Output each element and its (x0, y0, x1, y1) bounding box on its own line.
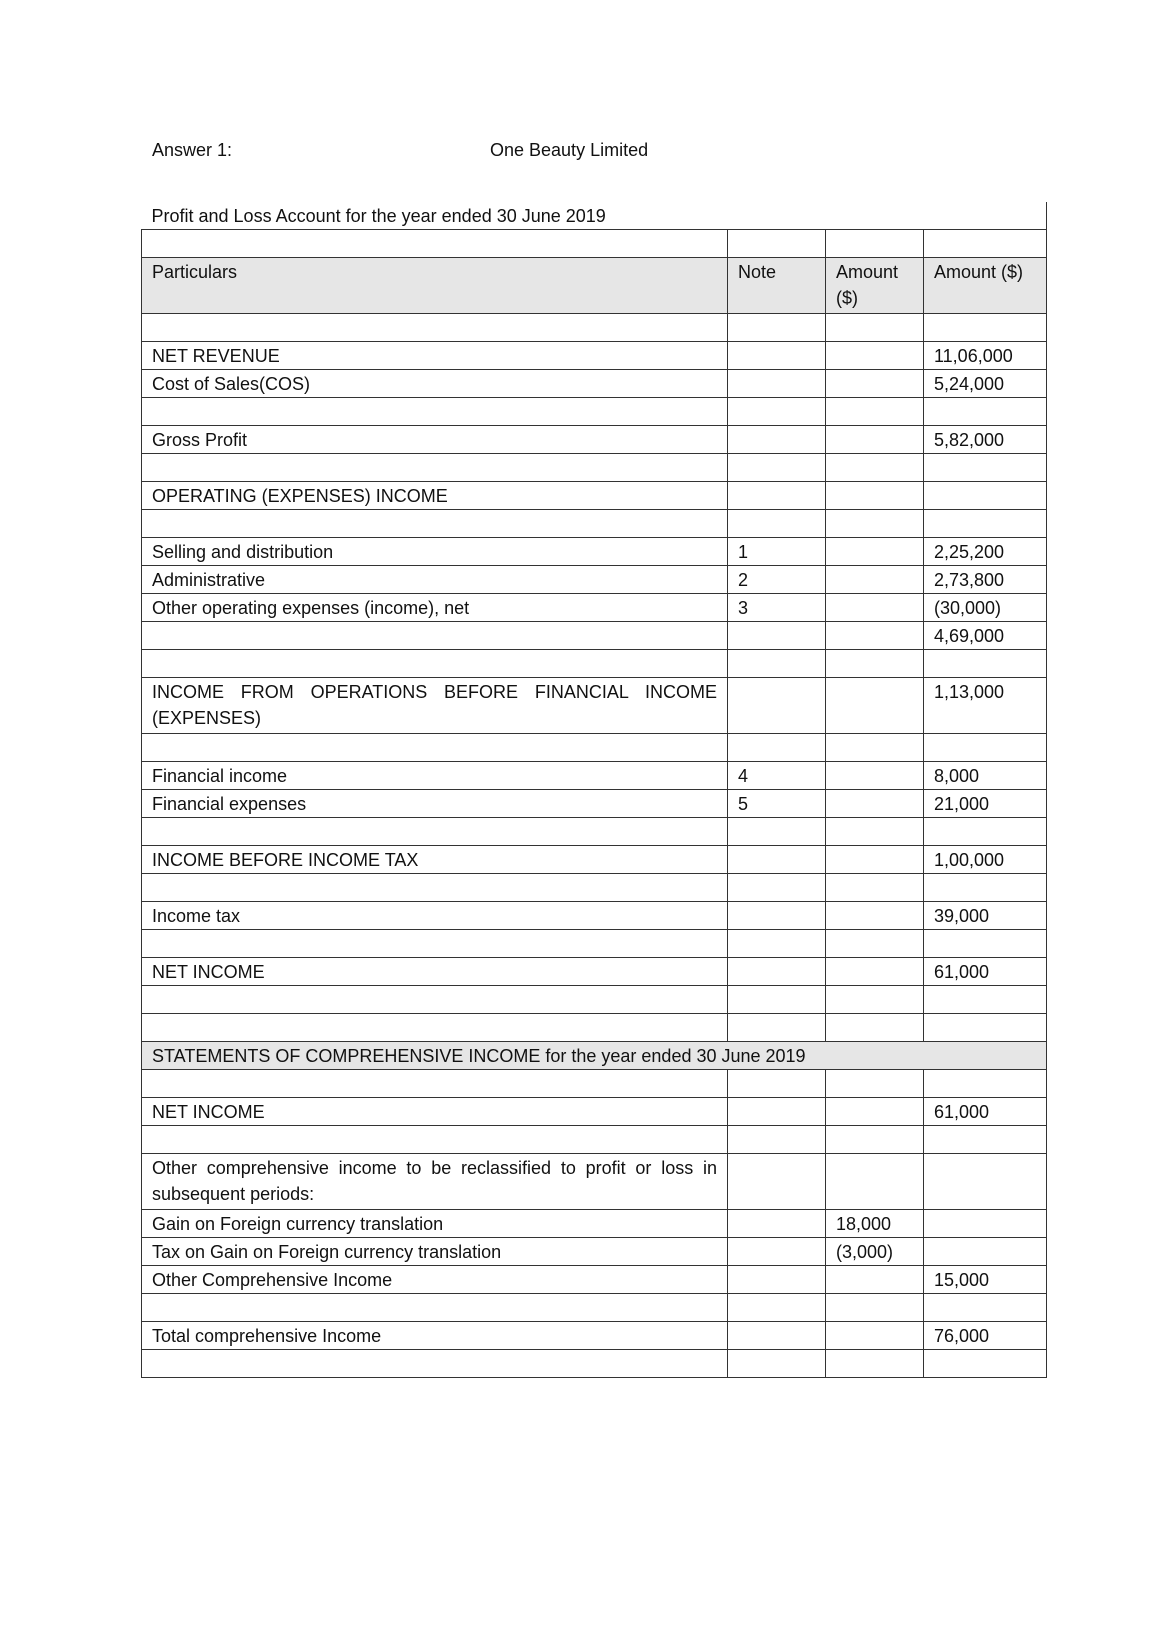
row-amount-sub: (3,000) (826, 1238, 924, 1266)
column-header-note: Note (728, 258, 826, 314)
table-row (142, 818, 1047, 846)
table-row (142, 1098, 1047, 1126)
document-header (152, 140, 1052, 168)
table-row (142, 482, 1047, 510)
table-row (142, 930, 1047, 958)
table-row (142, 1238, 1047, 1266)
table-row (142, 678, 1047, 734)
row-amount: 5,24,000 (924, 370, 1047, 398)
row-label: Gross Profit (142, 426, 728, 454)
row-label: INCOME FROM OPERATIONS BEFORE FINANCIAL INCOME (EXPENSES) (142, 678, 728, 734)
row-amount: 61,000 (924, 1098, 1047, 1126)
row-label: Administrative (142, 566, 728, 594)
table-row (142, 986, 1047, 1014)
section-heading: OPERATING (EXPENSES) INCOME (142, 482, 728, 510)
row-amount: 61,000 (924, 958, 1047, 986)
column-header-amount-total: Amount ($) (924, 258, 1047, 314)
table-row (142, 1126, 1047, 1154)
table-row (142, 650, 1047, 678)
row-amount: 2,73,800 (924, 566, 1047, 594)
table-row (142, 1294, 1047, 1322)
table-row (142, 1350, 1047, 1378)
row-amount: 39,000 (924, 902, 1047, 930)
table-row (142, 902, 1047, 930)
table-row (142, 342, 1047, 370)
operating-total: 4,69,000 (924, 622, 1047, 650)
table-row (142, 314, 1047, 342)
row-amount: 1,00,000 (924, 846, 1047, 874)
row-amount: 2,25,200 (924, 538, 1047, 566)
row-note: 4 (728, 762, 826, 790)
row-label: Financial income (142, 762, 728, 790)
table-row (142, 398, 1047, 426)
oci-title-row (142, 1042, 1047, 1070)
row-label: NET REVENUE (142, 342, 728, 370)
row-label: NET INCOME (142, 958, 728, 986)
row-amount: 5,82,000 (924, 426, 1047, 454)
row-amount: (30,000) (924, 594, 1047, 622)
column-header-particulars: Particulars (142, 258, 728, 314)
column-header-row (142, 258, 1047, 314)
table-row (142, 1322, 1047, 1350)
section-heading: Other comprehensive income to be reclassified to profit or loss in subsequent periods: (142, 1154, 728, 1210)
row-label: NET INCOME (142, 1098, 728, 1126)
row-label: Other operating expenses (income), net (142, 594, 728, 622)
row-label: Cost of Sales(COS) (142, 370, 728, 398)
table-row (142, 762, 1047, 790)
table-row (142, 874, 1047, 902)
table-row (142, 1266, 1047, 1294)
row-note: 2 (728, 566, 826, 594)
row-amount-sub: 18,000 (826, 1210, 924, 1238)
row-amount: 15,000 (924, 1266, 1047, 1294)
row-label: Selling and distribution (142, 538, 728, 566)
table-row (142, 846, 1047, 874)
company-name: One Beauty Limited (490, 140, 649, 160)
table-row (142, 1070, 1047, 1098)
table-row (142, 454, 1047, 482)
row-label: Other Comprehensive Income (142, 1266, 728, 1294)
row-label: Total comprehensive Income (142, 1322, 728, 1350)
table-row (142, 958, 1047, 986)
pl-title: Profit and Loss Account for the year ended 30 June 2019 (142, 202, 1047, 230)
row-label: Income tax (142, 902, 728, 930)
table-row (142, 1154, 1047, 1210)
row-note: 5 (728, 790, 826, 818)
table-row (142, 370, 1047, 398)
column-header-amount-sub: Amount ($) (826, 258, 924, 314)
row-note: 3 (728, 594, 826, 622)
table-row (142, 622, 1047, 650)
table-row (142, 1210, 1047, 1238)
table-row (142, 426, 1047, 454)
table-row (142, 734, 1047, 762)
table-row (142, 510, 1047, 538)
row-amount: 1,13,000 (924, 678, 1047, 734)
row-amount: 21,000 (924, 790, 1047, 818)
oci-title: STATEMENTS OF COMPREHENSIVE INCOME for the year ended 30 June 2019 (142, 1042, 1047, 1070)
row-note: 1 (728, 538, 826, 566)
row-label: Gain on Foreign currency translation (142, 1210, 728, 1238)
table-row (142, 538, 1047, 566)
table-row (142, 230, 1047, 258)
row-amount: 8,000 (924, 762, 1047, 790)
table-row (142, 1014, 1047, 1042)
row-label: Tax on Gain on Foreign currency translation (142, 1238, 728, 1266)
row-amount: 76,000 (924, 1322, 1047, 1350)
table-row (142, 594, 1047, 622)
row-label: INCOME BEFORE INCOME TAX (142, 846, 728, 874)
table-row (142, 566, 1047, 594)
statement-table (141, 202, 1047, 1378)
table-row (142, 790, 1047, 818)
financial-statement (141, 202, 1046, 1378)
row-label: Financial expenses (142, 790, 728, 818)
pl-title-row (142, 202, 1047, 230)
answer-label: Answer 1: (152, 140, 233, 160)
row-amount: 11,06,000 (924, 342, 1047, 370)
